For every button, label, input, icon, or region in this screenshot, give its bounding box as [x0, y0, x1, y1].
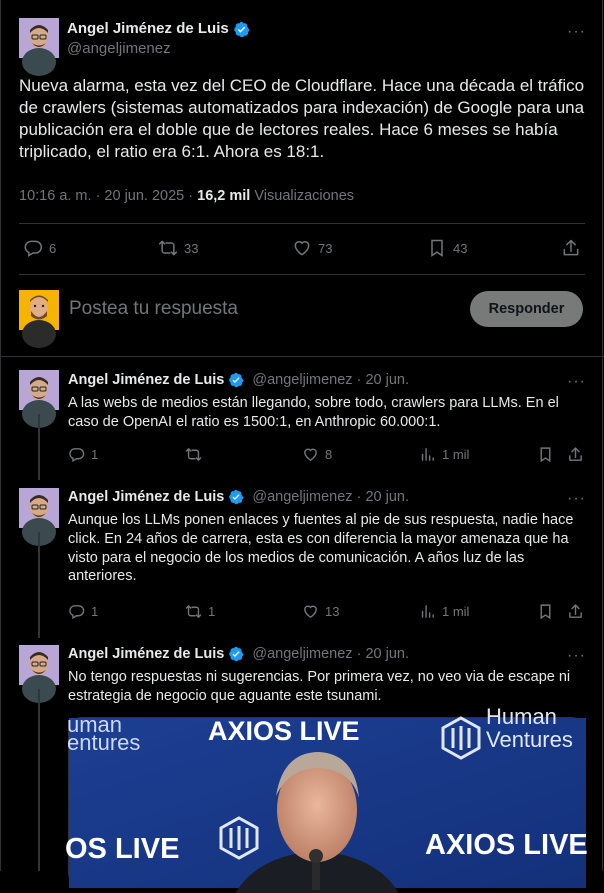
reply-count: 1	[91, 447, 99, 462]
verified-badge-icon	[228, 372, 244, 388]
reply-button[interactable]	[68, 603, 98, 620]
analytics-icon	[419, 603, 436, 620]
more-options-icon[interactable]: ···	[567, 490, 586, 507]
share-icon	[567, 603, 584, 620]
sponsor-logo-text-2: Ventures	[486, 727, 573, 752]
like-button[interactable]	[302, 446, 332, 463]
reply-button[interactable]	[23, 238, 56, 258]
repost-count: 1	[208, 604, 216, 619]
event-photo	[65, 704, 588, 888]
author-avatar[interactable]	[19, 488, 59, 528]
author-name-text: Angel Jiménez de Luis	[67, 20, 229, 37]
heart-icon	[302, 603, 319, 620]
divider	[1, 356, 604, 357]
share-icon	[561, 238, 581, 258]
share-button[interactable]	[567, 603, 584, 620]
share-button[interactable]	[567, 446, 584, 463]
more-options-icon[interactable]: ···	[567, 23, 586, 40]
author-handle-date[interactable]: @angeljimenez · 20 jun.	[252, 489, 409, 505]
reply-text: Aunque los LLMs ponen enlaces y fuentes al pie de sus respuesta, nadie hace click. En 24 años de carrera, esta es con diferencia la mayor amenaza que ha visto para el negocio de los medios de comunicación. A años luz de las anteriores.	[68, 512, 574, 585]
brand-logo-bottom: AXIOS LIVE	[425, 829, 588, 861]
author-name[interactable]	[67, 20, 250, 38]
author-avatar[interactable]	[19, 18, 59, 58]
thread-connector	[38, 689, 40, 871]
repost-button[interactable]	[158, 238, 198, 258]
brand-logo-left: OS LIVE	[65, 833, 180, 865]
author-handle[interactable]: @angeljimenez	[67, 40, 171, 57]
reply-button[interactable]	[68, 446, 98, 463]
bookmark-button[interactable]	[537, 446, 554, 463]
tweet-metadata	[19, 188, 354, 204]
divider	[19, 274, 585, 275]
verified-badge-icon	[228, 646, 244, 662]
more-options-icon[interactable]: ···	[567, 647, 586, 664]
repost-icon	[185, 446, 202, 463]
reply-icon	[68, 603, 85, 620]
more-options-icon[interactable]: ···	[567, 373, 586, 390]
author-avatar[interactable]	[19, 645, 59, 685]
repost-button[interactable]	[185, 446, 208, 463]
views-button[interactable]	[419, 603, 469, 620]
like-count: 8	[325, 447, 333, 462]
author-name[interactable]: Angel Jiménez de Luis	[68, 489, 225, 505]
viewer-avatar[interactable]	[19, 290, 59, 330]
heart-icon	[292, 238, 312, 258]
bookmark-count: 43	[453, 240, 468, 256]
reply-header	[68, 372, 409, 388]
bookmark-button[interactable]	[537, 603, 554, 620]
bookmark-button[interactable]	[427, 238, 467, 258]
sponsor-logo-text-left-2: entures	[67, 730, 141, 755]
views-button[interactable]	[419, 446, 469, 463]
repost-icon	[158, 238, 178, 258]
author-avatar[interactable]	[19, 370, 59, 410]
reply-header	[68, 646, 409, 662]
like-button[interactable]	[302, 603, 339, 620]
bookmark-icon	[537, 603, 554, 620]
author-name[interactable]: Angel Jiménez de Luis	[68, 372, 225, 388]
reply-input[interactable]: Postea tu respuesta	[69, 298, 238, 319]
reply-count: 6	[49, 240, 57, 256]
reply-header	[68, 489, 409, 505]
divider	[19, 223, 585, 224]
like-count: 73	[318, 240, 333, 256]
bookmark-icon	[427, 238, 447, 258]
analytics-icon	[419, 446, 436, 463]
share-button[interactable]	[561, 238, 581, 258]
view-count: 16,2 mil	[197, 188, 251, 204]
sponsor-logo-text-left: uman	[67, 712, 123, 737]
repost-button[interactable]	[185, 603, 215, 620]
main-tweet-text: Nueva alarma, esta vez del CEO de Cloudflare. Hace una década el tráfico de crawlers (sistemas automatizados para indexación) de Google para una publicación era el doble que de lectores reales. Hace 6 meses se había triplicado, el ratio era 6:1. Ahora es 18:1.	[19, 76, 585, 161]
repost-icon	[185, 603, 202, 620]
views-count: 1 mil	[442, 604, 470, 619]
reply-submit-button[interactable]: Responder	[470, 291, 583, 327]
sponsor-logo-text: Human	[486, 704, 557, 729]
main-tweet-header	[19, 18, 589, 60]
heart-icon	[302, 446, 319, 463]
like-button[interactable]	[292, 238, 332, 258]
verified-badge-icon	[228, 489, 244, 505]
tweet-timestamp[interactable]: 10:16 a. m. · 20 jun. 2025 ·	[19, 188, 198, 204]
views-label: Visualizaciones	[250, 188, 355, 204]
thread-connector	[38, 414, 40, 480]
reply-count: 1	[91, 604, 99, 619]
author-handle-date[interactable]: @angeljimenez · 20 jun.	[252, 372, 409, 388]
share-icon	[567, 446, 584, 463]
reply-text: No tengo respuestas ni sugerencias. Por primera vez, no veo via de escape ni estrategia de negocio que aguante este tsunami.	[68, 669, 571, 704]
like-count: 13	[325, 604, 340, 619]
repost-count: 33	[184, 240, 199, 256]
brand-logo-top: AXIOS LIVE	[208, 716, 360, 746]
tweet-photo[interactable]	[65, 704, 588, 887]
verified-badge-icon	[233, 21, 250, 38]
bookmark-icon	[537, 446, 554, 463]
reply-text: A las webs de medios están llegando, sobre todo, crawlers para LLMs. En el caso de OpenAI el ratio es 1500:1, en Anthropic 60.000:1.	[68, 395, 559, 430]
reply-icon	[23, 238, 43, 258]
thread-connector	[38, 532, 40, 638]
reply-icon	[68, 446, 85, 463]
author-handle-date[interactable]: @angeljimenez · 20 jun.	[252, 646, 409, 662]
views-count: 1 mil	[442, 447, 470, 462]
author-name[interactable]: Angel Jiménez de Luis	[68, 646, 225, 662]
